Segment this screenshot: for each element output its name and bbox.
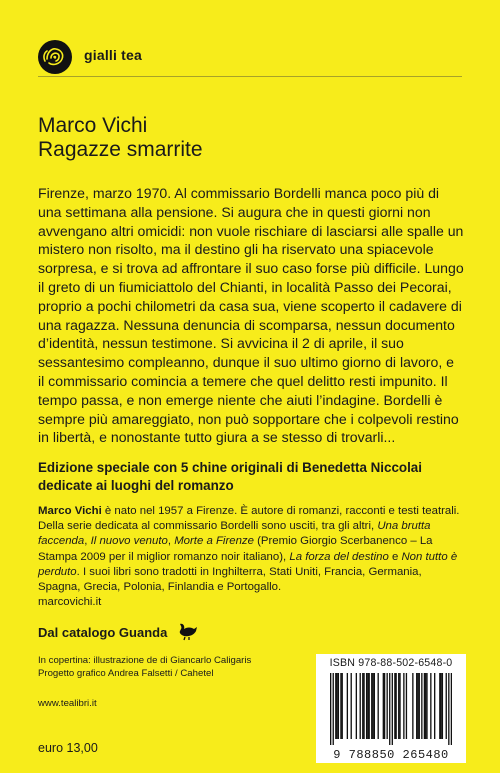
barcode-bar (425, 673, 426, 739)
barcode-bar (335, 673, 336, 739)
barcode-bar (399, 673, 400, 739)
barcode-bar (347, 673, 348, 739)
barcode-bar (371, 673, 372, 739)
isbn: ISBN 978-88-502-6548-0 (329, 657, 453, 669)
barcode-bar (367, 673, 368, 739)
barcode-bar (392, 673, 393, 745)
barcode (316, 654, 466, 763)
design-credit: Progetto grafico Andrea Falsetti / Cahetel (38, 668, 214, 679)
bio-text: è nato nel 1957 a Firenze. È autore di romanzi, racconti e testi teatrali. Della serie dedicata al commissario Bordelli sono usciti, tra gli altri, (38, 505, 460, 533)
barcode-bar (430, 673, 431, 739)
rose-logo-icon (38, 40, 72, 74)
barcode-bar (363, 673, 364, 739)
barcode-bar (446, 673, 447, 739)
credits (38, 654, 251, 680)
barcode-bar (440, 673, 441, 739)
bio-book-title: Una brutta faccenda (38, 520, 431, 548)
bio-book-title: Non tutto è perduto (38, 550, 458, 578)
bio-text: , (84, 535, 91, 548)
barcode-bar (416, 673, 417, 739)
barcode-bar (378, 673, 379, 739)
publisher-website: www.tealibri.it (38, 698, 97, 709)
bio-book-title: Morte a Firenze (174, 535, 254, 548)
barcode-bar (403, 673, 404, 739)
cover-credit: In copertina: illustrazione de di Giancarlo Caligaris (38, 655, 252, 666)
price: euro 13,00 (38, 741, 98, 755)
barcode-bar (362, 673, 363, 739)
barcode-bar (384, 673, 385, 739)
barcode-bar (387, 673, 388, 739)
bio-text: , (167, 535, 175, 548)
barcode-bars (330, 673, 452, 745)
bio-author-name: Marco Vichi (38, 505, 102, 517)
barcode-number: 9 788850 265480 (333, 748, 449, 762)
book-title: Ragazze smarrite (38, 138, 203, 161)
barcode-bar (333, 673, 334, 745)
barcode-bar (451, 673, 452, 745)
special-edition-note: Edizione speciale con 5 chine originali di Benedetta Niccolai dedicate ai luoghi del romanzo (38, 460, 422, 493)
barcode-bar (426, 673, 427, 739)
barcode-bar (351, 673, 352, 739)
brand-name: gialli tea (84, 47, 143, 63)
barcode-bar (419, 673, 420, 739)
barcode-bar (389, 673, 390, 745)
barcode-bar (374, 673, 375, 739)
bio-text: (Premio Giorgio Scerbanenco – La Stampa 2009 per il miglior romanzo noir italiano), (38, 535, 433, 563)
barcode-bar (342, 673, 343, 739)
bio-text: e (388, 550, 402, 563)
barcode-bar (338, 673, 339, 739)
barcode-bar (366, 673, 367, 739)
bio-book-title: La forza del destino (289, 550, 389, 563)
barcode-bar (421, 673, 422, 739)
author-bio (38, 504, 464, 610)
barcode-bar (448, 673, 449, 745)
barcode-bar (417, 673, 418, 739)
synopsis: Firenze, marzo 1970. Al commissario Bordelli manca poco più di una settimana alla pensione. Si augura che in questi giorni non avvengano altri omicidi: non vuole rischiare di lasciarsi alle spalle un mistero non risolto, ma il destino gli ha riservato una spiacevole sorpresa, e si trova ad affrontare il suo caso forse più difficile. Lungo il greto di un fiumiciattolo del Chianti, in località Passo dei Pecorai, proprio a pochi chilometri da casa sua, viene scoperto il cadavere di una ragazza. Nessuna denuncia di scomparsa, nessun documento d’identità, nessun testimone. Si avvicina il 2 di aprile, il suo sessantesimo compleanno, dunque il suo ultimo giorno di lavoro, e il commissario comincia a temere che quel delitto resti impunito. Il tempo passa, e non emerge niente che aiuti l’indagine. Bordelli è sempre più amareggiato, non può sopportare che i colpevoli restino in libertà, e nonostante tutto giura a se stesso di trovarli... (38, 185, 464, 446)
barcode-bar (406, 673, 407, 739)
barcode-bar (369, 673, 370, 739)
barcode-bar (360, 673, 361, 739)
barcode-bar (340, 673, 341, 739)
barcode-bar (330, 673, 331, 745)
bio-book-title: Il nuovo venuto (90, 535, 168, 548)
barcode-bar (372, 673, 373, 739)
guanda-swan-icon (177, 621, 199, 641)
barcode-bar (394, 673, 395, 739)
book-author: Marco Vichi (38, 114, 148, 137)
barcode-bar (434, 673, 435, 739)
barcode-bar (424, 673, 425, 739)
barcode-bar (398, 673, 399, 739)
catalog-label: Dal catalogo Guanda (38, 625, 168, 640)
header-divider (38, 76, 462, 77)
bio-text: . I suoi libri sono tradotti in Inghilterra, Stati Uniti, Francia, Germania, Spagna, Grecia, Polonia, Finlandia e Portogallo. (38, 565, 422, 594)
barcode-bar (439, 673, 440, 739)
barcode-bar (412, 673, 413, 739)
barcode-bar (336, 673, 337, 739)
barcode-bar (442, 673, 443, 739)
barcode-bar (395, 673, 396, 739)
barcode-bar (356, 673, 357, 739)
barcode-bar (383, 673, 384, 739)
author-website: marcovichi.it (38, 596, 102, 609)
